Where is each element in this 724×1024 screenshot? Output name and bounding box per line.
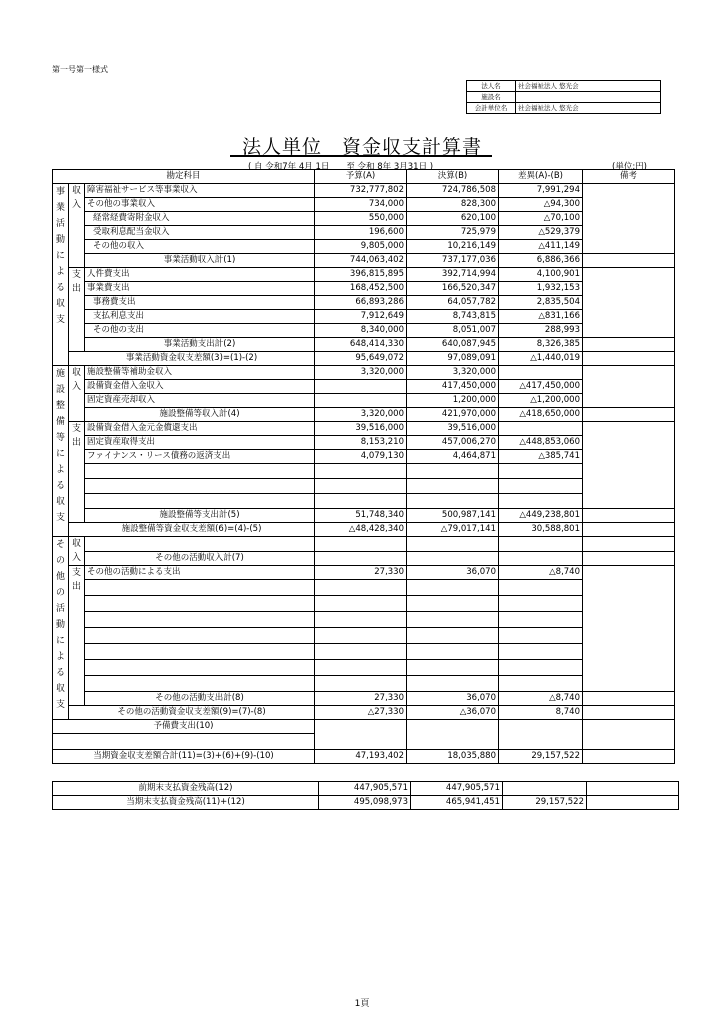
actual-cell: 64,057,782 [407,296,499,310]
table-row [53,226,675,240]
table-row [53,212,675,226]
subtotal-row [53,408,675,422]
page-number: 1頁 [354,999,370,1009]
budget-cell: 550,000 [315,212,407,226]
note-cell [583,750,675,764]
blank-cell [315,537,407,552]
row-label: 固定資産取得支出 [85,436,315,450]
row-label: 事業活動収入計(1) [85,254,315,268]
info-value: 社会福祉法人 悠光会 [516,81,661,92]
table-row [53,296,675,310]
table-row [53,394,675,408]
table-row [53,450,675,464]
diff-cell: △1,440,019 [499,352,583,366]
blank-cell [499,660,583,676]
diff-cell [499,366,583,380]
entity-info-box [466,80,661,114]
row-label: 固定資産売却収入 [85,394,315,408]
budget-cell: 196,600 [315,226,407,240]
info-key: 会計単位名 [467,103,516,114]
budget-cell: △27,330 [315,706,407,720]
budget-cell: 447,905,571 [319,782,411,796]
header-subject: 勘定科目 [53,170,315,184]
diff-cell: 6,886,366 [499,254,583,268]
info-key: 法人名 [467,81,516,92]
cash-flow-table [52,169,675,764]
row-label: 経常経費寄附金収入 [85,212,315,226]
blank-cell [499,580,583,596]
note-cell [583,268,675,338]
budget-cell: 4,079,130 [315,450,407,464]
subtotal-row [53,338,675,352]
info-value [516,92,661,103]
note-cell [583,184,675,254]
budget-cell: 744,063,402 [315,254,407,268]
blank-cell [407,494,499,509]
actual-cell: 737,177,036 [407,254,499,268]
blank-cell [53,734,315,750]
blank-cell [499,494,583,509]
table-row [53,310,675,324]
note-cell [583,551,675,566]
table-row [53,782,679,796]
actual-cell: 1,200,000 [407,394,499,408]
budget-cell: 648,414,330 [315,338,407,352]
actual-cell: 828,300 [407,198,499,212]
blank-cell [315,479,407,494]
form-number-label: 第一号第一様式 [52,65,108,74]
table-row [53,380,675,394]
note-cell [583,422,675,509]
row-label: その他の活動収入計(7) [85,551,315,566]
note-cell [587,796,679,810]
note-cell [583,366,675,408]
table-row [53,422,675,436]
blank-row [53,464,675,479]
note-cell [583,706,675,720]
actual-cell: 166,520,347 [407,282,499,296]
actual-cell: 457,006,270 [407,436,499,450]
note-cell [583,509,675,523]
row-label: 事業活動資金収支差額(3)=(1)-(2) [69,352,315,366]
blank-cell [499,628,583,644]
note-cell [587,782,679,796]
budget-cell: 168,452,500 [315,282,407,296]
blank-cell [499,644,583,660]
info-row-accounting-unit [467,103,661,114]
actual-cell: 620,100 [407,212,499,226]
blank-cell [85,660,315,676]
blank-cell [407,660,499,676]
fiscal-period: ( 自 令和7年 4月 1日 至 令和 8年 3月31日 ) [248,162,434,172]
note-cell [583,523,675,537]
note-cell [583,692,675,706]
table-row [53,566,675,580]
reserve-row [53,720,675,734]
row-label: 事務費支出 [85,296,315,310]
blank-cell [499,596,583,612]
diff-cell: △8,740 [499,692,583,706]
budget-cell: 396,815,895 [315,268,407,282]
diff-cell: △94,300 [499,198,583,212]
blank-cell [315,494,407,509]
budget-cell: 51,748,340 [315,509,407,523]
blank-row [53,660,675,676]
row-label: 施設整備等支出計(5) [85,509,315,523]
balance-row [53,706,675,720]
table-row [53,436,675,450]
actual-cell [407,551,499,566]
diff-cell [499,551,583,566]
blank-row [53,628,675,644]
diff-cell: 29,157,522 [503,796,587,810]
blank-cell [85,479,315,494]
row-label: 施設整備等資金収支差額(6)=(4)-(5) [69,523,315,537]
blank-cell [499,537,583,552]
actual-cell: 36,070 [407,566,499,580]
row-label: その他の収入 [85,240,315,254]
diff-cell: 2,835,504 [499,296,583,310]
note-cell [583,720,675,750]
section-label-facility: 施設整備等による収支 [53,366,69,537]
sub-label-income: 収入 [69,184,85,268]
subtotal-row [53,254,675,268]
diff-cell: △70,100 [499,212,583,226]
actual-cell: 36,070 [407,692,499,706]
actual-cell: 465,941,451 [411,796,503,810]
balance-row [53,352,675,366]
header-note: 備考 [583,170,675,184]
note-cell [583,254,675,268]
diff-cell: 8,326,385 [499,338,583,352]
budget-cell: 66,893,286 [315,296,407,310]
document-title: 法人単位 資金収支計算書 [241,136,482,158]
row-label: その他の活動による支出 [85,566,315,580]
row-label: 設備資金借入金収入 [85,380,315,394]
actual-cell: 640,087,945 [407,338,499,352]
blank-cell [85,628,315,644]
blank-cell [407,676,499,692]
blank-cell [499,464,583,479]
actual-cell: 447,905,571 [411,782,503,796]
budget-cell: 7,912,649 [315,310,407,324]
row-label: 受取利息配当金収入 [85,226,315,240]
blank-row [53,644,675,660]
diff-cell: △8,740 [499,566,583,580]
actual-cell [407,720,499,750]
actual-cell: △36,070 [407,706,499,720]
blank-cell [315,596,407,612]
row-label: ファイナンス・リース債務の返済支出 [85,450,315,464]
subtotal-row [53,551,675,566]
budget-cell: 95,649,072 [315,352,407,366]
row-label: 人件費支出 [85,268,315,282]
table-row [53,240,675,254]
budget-cell [315,720,407,750]
sub-label-expense: 支出 [69,268,85,352]
info-value: 社会福祉法人 悠光会 [516,103,661,114]
diff-cell: △529,379 [499,226,583,240]
budget-cell: △48,428,340 [315,523,407,537]
diff-cell [499,720,583,750]
actual-cell: 8,743,815 [407,310,499,324]
actual-cell: 97,089,091 [407,352,499,366]
row-label: その他の活動支出計(8) [85,692,315,706]
note-cell [583,537,675,552]
budget-cell: 3,320,000 [315,408,407,422]
diff-cell: △449,238,801 [499,509,583,523]
row-label: その他の支出 [85,324,315,338]
blank-cell [315,464,407,479]
table-row [53,198,675,212]
row-label: 支払利息支出 [85,310,315,324]
blank-cell [499,676,583,692]
diff-cell: 4,100,901 [499,268,583,282]
budget-cell [315,394,407,408]
blank-cell [85,644,315,660]
grand-total-row [53,750,675,764]
note-cell [583,408,675,422]
sub-label-income: 収入 [69,366,85,422]
budget-cell: 47,193,402 [315,750,407,764]
info-row-corporation [467,81,661,92]
table-row [53,366,675,380]
header-row [53,170,675,184]
header-budget: 予算(A) [315,170,407,184]
table-row [53,324,675,338]
actual-cell: 421,970,000 [407,408,499,422]
actual-cell: 3,320,000 [407,366,499,380]
budget-cell: 9,805,000 [315,240,407,254]
blank-cell [499,479,583,494]
diff-cell [503,782,587,796]
table-row [53,184,675,198]
sub-label-expense: 支出 [69,566,85,706]
budget-cell: 732,777,802 [315,184,407,198]
blank-cell [315,580,407,596]
budget-cell: 8,340,000 [315,324,407,338]
diff-cell: 1,932,153 [499,282,583,296]
diff-cell: 288,993 [499,324,583,338]
sub-label-income: 収入 [69,537,85,566]
blank-row [53,494,675,509]
diff-cell: 29,157,522 [499,750,583,764]
fund-balance-table [52,781,679,810]
actual-cell: 39,516,000 [407,422,499,436]
actual-cell: △79,017,141 [407,523,499,537]
blank-row [53,596,675,612]
diff-cell: 30,588,801 [499,523,583,537]
row-label: その他の活動資金収支差額(9)=(7)-(8) [69,706,315,720]
blank-row [53,479,675,494]
blank-cell [85,464,315,479]
title-underline [230,155,492,157]
table-row [53,282,675,296]
header-diff: 差異(A)-(B) [499,170,583,184]
diff-cell: △417,450,000 [499,380,583,394]
diff-cell: △411,149 [499,240,583,254]
budget-cell: 8,153,210 [315,436,407,450]
note-cell [583,338,675,352]
budget-cell: 27,330 [315,566,407,580]
blank-cell [315,628,407,644]
blank-cell [407,612,499,628]
blank-cell [499,612,583,628]
blank-row [53,612,675,628]
budget-cell [315,551,407,566]
diff-cell: △385,741 [499,450,583,464]
blank-cell [315,612,407,628]
diff-cell: 8,740 [499,706,583,720]
blank-cell [85,580,315,596]
actual-cell: 724,786,508 [407,184,499,198]
actual-cell: 725,979 [407,226,499,240]
diff-cell: △448,853,060 [499,436,583,450]
section-label-business: 事業活動による収支 [53,184,69,366]
budget-cell: 734,000 [315,198,407,212]
balance-row [53,523,675,537]
row-label: 事業費支出 [85,282,315,296]
blank-cell [85,676,315,692]
blank-cell [85,612,315,628]
row-label: 予備費支出(10) [53,720,315,734]
diff-cell: △1,200,000 [499,394,583,408]
blank-cell [407,479,499,494]
row-label: その他の事業収入 [85,198,315,212]
blank-cell [407,596,499,612]
blank-cell [407,464,499,479]
blank-row [53,580,675,596]
subtotal-row [53,509,675,523]
row-label: 当期資金収支差額合計(11)=(3)+(6)+(9)-(10) [53,750,315,764]
row-label: 設備資金借入金元金償還支出 [85,422,315,436]
blank-cell [315,660,407,676]
blank-row [53,676,675,692]
currency-unit: (単位:円) [612,162,647,172]
sub-label-expense: 支出 [69,422,85,523]
section-label-other: その他の活動による収支 [53,537,69,720]
blank-cell [407,580,499,596]
actual-cell: 417,450,000 [407,380,499,394]
blank-cell [85,537,315,552]
blank-cell [315,676,407,692]
blank-cell [407,644,499,660]
diff-cell: △831,166 [499,310,583,324]
actual-cell: 10,216,149 [407,240,499,254]
actual-cell: 392,714,994 [407,268,499,282]
info-row-facility [467,92,661,103]
budget-cell: 27,330 [315,692,407,706]
blank-cell [407,628,499,644]
budget-cell: 3,320,000 [315,366,407,380]
diff-cell: 7,991,294 [499,184,583,198]
budget-cell [315,380,407,394]
subtotal-row [53,692,675,706]
actual-cell: 500,987,141 [407,509,499,523]
diff-cell: △418,650,000 [499,408,583,422]
blank-cell [85,494,315,509]
blank-cell [407,537,499,552]
note-cell [583,352,675,366]
header-actual: 決算(B) [407,170,499,184]
actual-cell: 4,464,871 [407,450,499,464]
row-label: 当期末支払資金残高(11)+(12) [53,796,319,810]
table-row [53,268,675,282]
info-key: 施設名 [467,92,516,103]
row-label: 前期末支払資金残高(12) [53,782,319,796]
row-label: 施設整備等収入計(4) [85,408,315,422]
blank-cell [315,644,407,660]
actual-cell: 8,051,007 [407,324,499,338]
diff-cell [499,422,583,436]
table-row [53,537,675,552]
row-label: 事業活動支出計(2) [85,338,315,352]
note-cell [583,566,675,692]
table-row [53,796,679,810]
budget-cell: 39,516,000 [315,422,407,436]
row-label: 障害福祉サービス等事業収入 [85,184,315,198]
blank-cell [85,596,315,612]
actual-cell: 18,035,880 [407,750,499,764]
budget-cell: 495,098,973 [319,796,411,810]
row-label: 施設整備等補助金収入 [85,366,315,380]
